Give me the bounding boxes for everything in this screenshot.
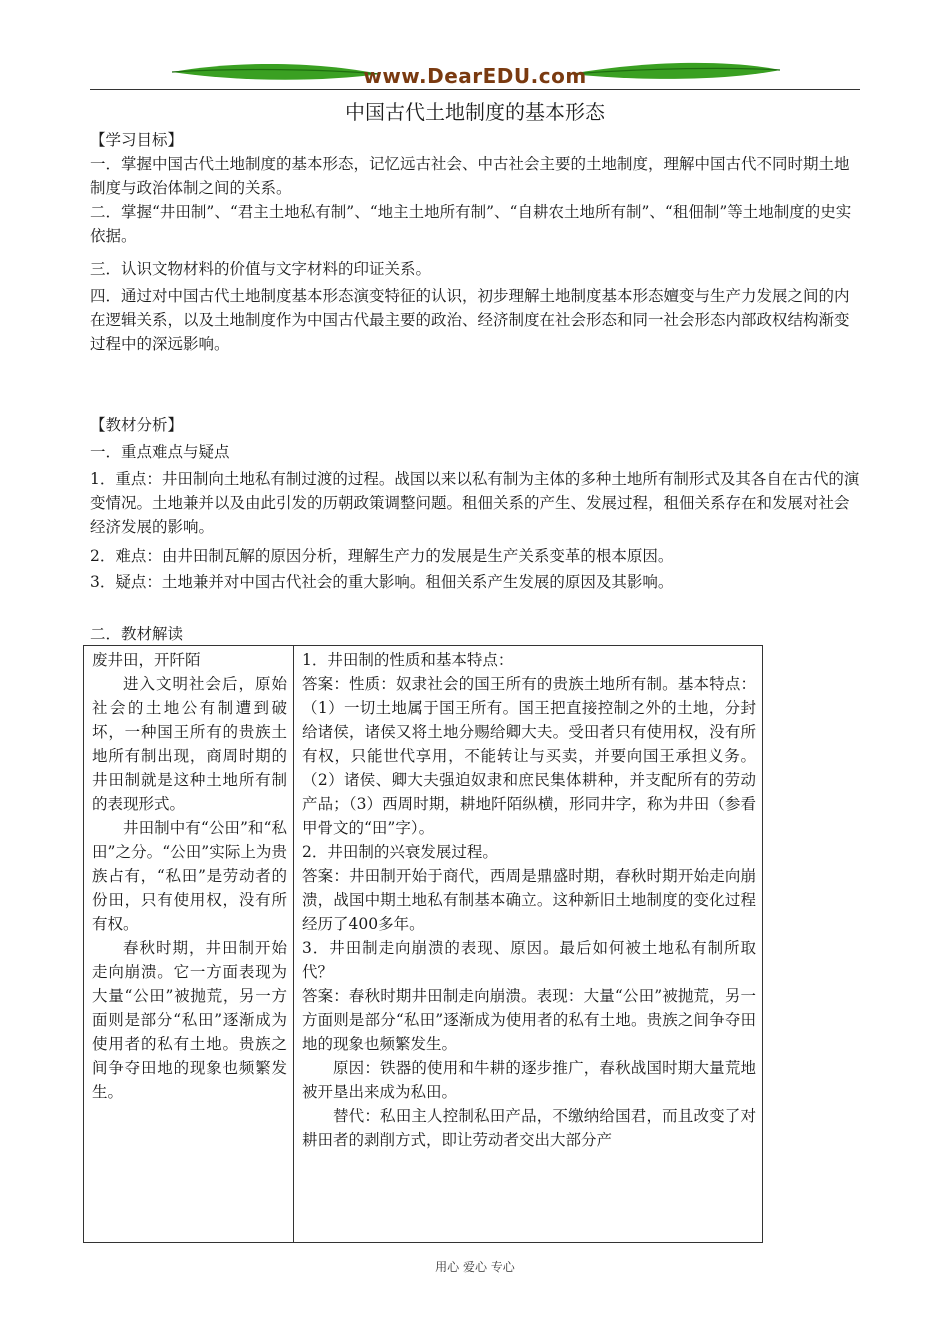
question: 1．井田制的性质和基本特点： bbox=[302, 651, 514, 669]
goal-item: 一．掌握中国古代土地制度的基本形态，记忆远古社会、中古社会主要的土地制度，理解中国古代不同时期土地制度与政治体制之间的关系。 bbox=[90, 155, 850, 197]
table-right-cell bbox=[294, 646, 763, 1243]
left-cell-heading: 废井田，开阡陌 bbox=[92, 651, 201, 669]
answer: 答案：井田制开始于商代，西周是鼎盛时期，春秋时期开始走向崩溃，战国中期土地私有制基本确立。这种新旧土地制度的变化过程经历了400多年。 bbox=[302, 867, 756, 933]
answer-paragraph: 原因：铁器的使用和牛耕的逐步推广，春秋战国时期大量荒地被开垦出来成为私田。 bbox=[302, 1059, 756, 1101]
goal-item: 三．认识文物材料的价值与文字材料的印证关系。 bbox=[90, 260, 432, 278]
goal-item: 二．掌握“井田制”、“君主土地私有制”、“地主土地所有制”、“自耕农土地所有制”、“租佃制”等土地制度的史实依据。 bbox=[90, 203, 852, 245]
left-paragraph: 春秋时期，井田制开始走向崩溃。它一方面表现为大量“公田”被抛荒，另一方面则是部分“私田”逐渐成为使用者的私有土地。贵族之间争夺田地的现象也频繁发生。 bbox=[92, 939, 287, 1101]
subheading-key-points: 一．重点难点与疑点 bbox=[90, 443, 230, 461]
table-left-cell bbox=[84, 646, 294, 1243]
reading-table bbox=[83, 645, 763, 1243]
key-point: 1．重点：井田制向土地私有制过渡的过程。战国以来以私有制为主体的多种土地所有制形式及其各自在古代的演变情况。土地兼并以及由此引发的历朝政策调整问题。租佃关系的产生、发展过程，租佃关系存在和发展对社会经济发展的影响。 bbox=[90, 470, 860, 536]
goal-item: 四．通过对中国古代土地制度基本形态演变特征的认识，初步理解土地制度基本形态嬗变与生产力发展之间的内在逻辑关系，以及土地制度作为中国古代最主要的政治、经济制度在社会形态和同一社会形态内部政权结构渐变过程中的深远影响。 bbox=[90, 287, 850, 353]
question: 3．井田制走向崩溃的表现、原因。最后如何被土地私有制所取代？ bbox=[302, 939, 756, 981]
section-heading-analysis: 【教材分析】 bbox=[90, 416, 184, 434]
question: 2．井田制的兴衰发展过程。 bbox=[302, 843, 498, 861]
key-point: 3．疑点：土地兼并对中国古代社会的重大影响。租佃关系产生发展的原因及其影响。 bbox=[90, 573, 674, 591]
header-divider bbox=[90, 89, 860, 90]
subheading-reading: 二．教材解读 bbox=[90, 625, 184, 643]
answer-paragraph: 替代：私田主人控制私田产品，不缴纳给国君，而且改变了对耕田者的剥削方式，即让劳动者交出大部分产 bbox=[302, 1107, 756, 1149]
key-point: 2．难点：由井田制瓦解的原因分析，理解生产力的发展是生产关系变革的根本原因。 bbox=[90, 547, 674, 565]
site-header bbox=[90, 52, 860, 92]
page-footer: 用心 爱心 专心 bbox=[435, 1260, 515, 1274]
left-paragraph: 井田制中有“公田”和“私田”之分。“公田”实际上为贵族占有，“私田”是劳动者的份田，只有使用权，没有所有权。 bbox=[92, 819, 287, 933]
left-paragraph: 进入文明社会后，原始社会的土地公有制遭到破坏，一种国王所有的贵族土地所有制出现，商周时期的井田制就是这种土地所有制的表现形式。 bbox=[92, 675, 287, 813]
section-heading-goals: 【学习目标】 bbox=[90, 131, 184, 149]
page-title: 中国古代土地制度的基本形态 bbox=[345, 100, 605, 124]
answer: 答案：春秋时期井田制走向崩溃。表现：大量“公田”被抛荒，另一方面则是部分“私田”逐渐成为使用者的私有土地。贵族之间争夺田地的现象也频繁发生。 bbox=[302, 987, 756, 1053]
site-logo[interactable]: www.DearEDU.com bbox=[363, 64, 587, 88]
answer: 答案：性质：奴隶社会的国王所有的贵族土地所有制。基本特点：（1）一切土地属于国王所有。国王把直接控制之外的土地，分封给诸侯，诸侯又将土地分赐给卿大夫。受田者只有使用权，没有所有权，只能世代享用，不能转让与买卖，并要向国王承担义务。（2）诸侯、卿大夫强迫奴隶和庶民集体耕种，并支配所有的劳动产品；（3）西周时期，耕地阡陌纵横，形同井字，称为井田（参看甲骨文的“田”字）。 bbox=[302, 675, 756, 837]
